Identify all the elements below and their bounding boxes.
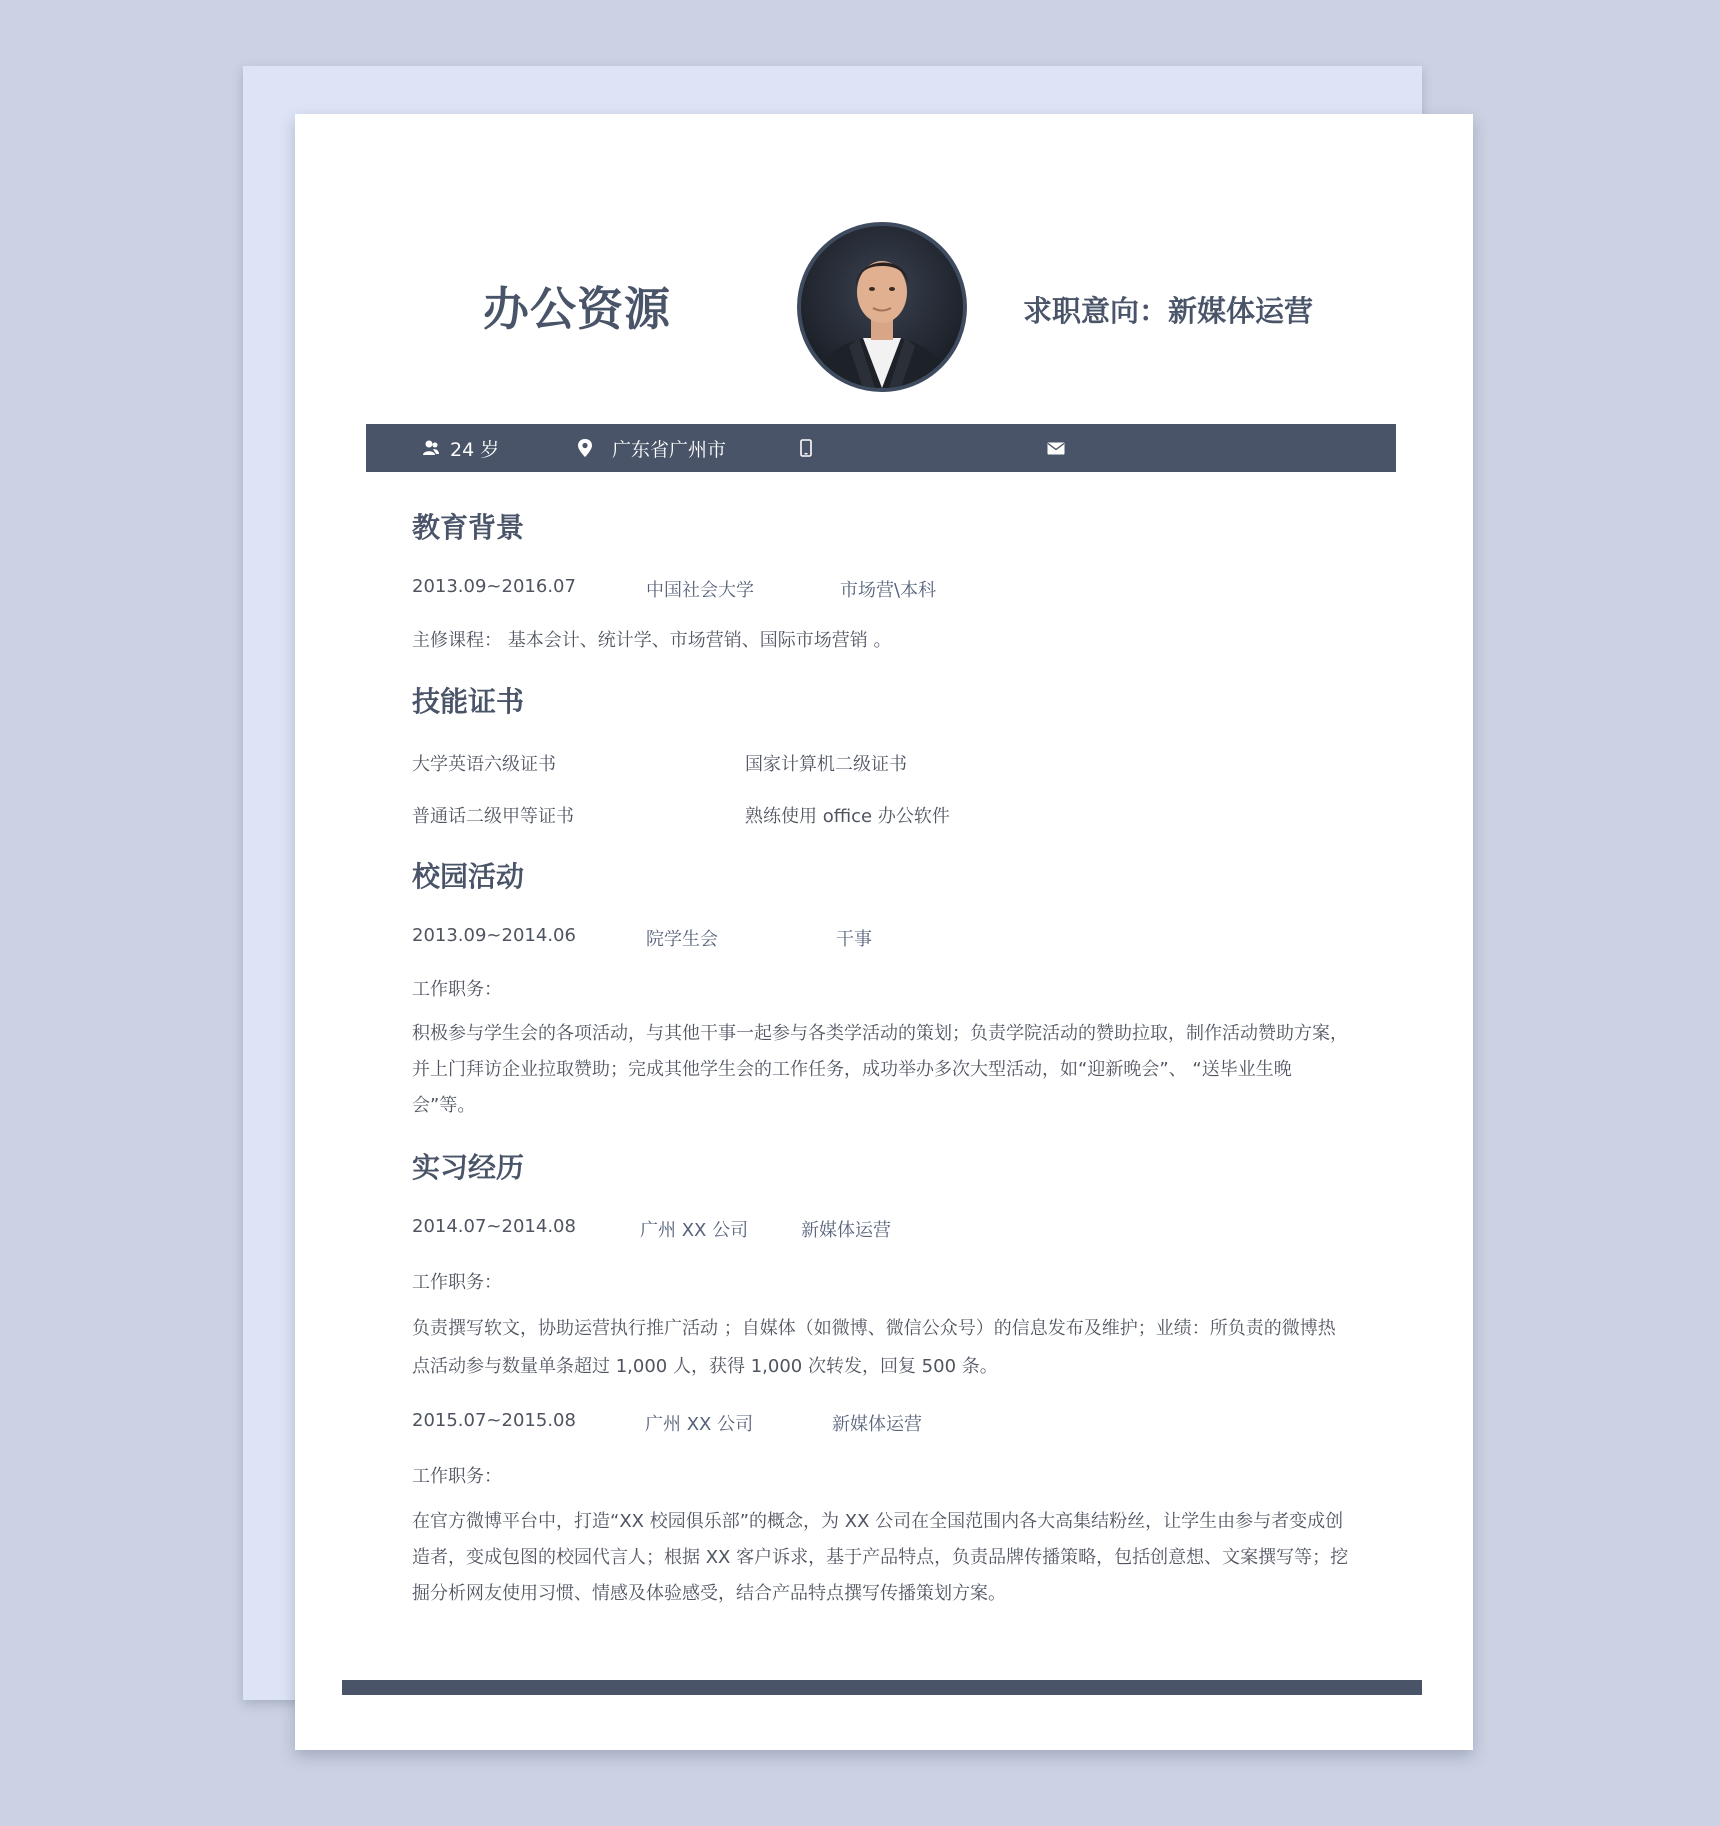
campus-role: 干事	[836, 929, 872, 950]
location-item	[576, 424, 726, 472]
campus-org: 院学生会	[646, 929, 718, 950]
internship-duty: 在官方微博平台中，打造“XX 校园俱乐部”的概念，为 XX 公司在全国范围内各大高集结粉丝，让学生由参与者变成创造者，变成包图的校园代言人；根据 XX 客户诉求，基于产品特点，负责品牌传播策略，包括创意想、文案撰写等；挖掘分析网友使用习惯、情感及体验感受，结合产品特点撰写传播策划方案。	[412, 1511, 1349, 1604]
mail-icon	[1047, 442, 1065, 455]
job-intent: 求职意向：新媒体运营	[1023, 294, 1314, 328]
contact-info-bar	[366, 424, 1396, 472]
education-school: 中国社会大学	[646, 580, 754, 601]
campus-date: 2013.09~2014.06	[412, 925, 576, 946]
internship-company: 广州 XX 公司	[640, 1220, 749, 1241]
skill-item: 普通话二级甲等证书	[412, 806, 574, 827]
campus-title: 校园活动	[412, 860, 525, 893]
internship-title: 实习经历	[412, 1151, 525, 1184]
footer-bar	[342, 1680, 1422, 1695]
candidate-name: 办公资源	[483, 282, 671, 336]
resume-page	[295, 114, 1473, 1750]
education-courses: 主修课程： 基本会计、统计学、市场营销、国际市场营销 。	[412, 630, 892, 651]
portrait-photo-icon	[801, 226, 963, 388]
location-text: 广东省广州市	[612, 438, 727, 461]
internship-role: 新媒体运营	[832, 1414, 922, 1435]
campus-duty: 积极参与学生会的各项活动，与其他干事一起参与各类学活动的策划；负责学院活动的赞助拉取，制作活动赞助方案，并上门拜访企业拉取赞助；完成其他学生会的工作任务，成功举办多次大型活动，如“迎新晚会”、 “送毕业生晚会”等。	[412, 1023, 1348, 1116]
skill-item: 熟练使用 office 办公软件	[745, 806, 950, 827]
profile-photo	[797, 222, 967, 392]
education-title: 教育背景	[412, 511, 525, 544]
internship-role: 新媒体运营	[801, 1220, 891, 1241]
phone-icon	[800, 439, 812, 457]
internship-date: 2014.07~2014.08	[412, 1216, 576, 1237]
internship-duty: 负责撰写软文，协助运营执行推广活动 ；自媒体（如微博、微信公众号）的信息发布及维护；业绩：所负责的微博热点活动参与数量单条超过 1,000 人，获得 1,000 次转发，回复 500 条。	[412, 1318, 1336, 1377]
skill-item: 国家计算机二级证书	[745, 754, 907, 775]
email-item	[1047, 424, 1075, 472]
user-icon	[422, 439, 440, 457]
internship-duty-label: 工作职务：	[412, 1272, 502, 1293]
age-item	[422, 424, 499, 472]
internship-company: 广州 XX 公司	[645, 1414, 754, 1435]
education-major: 市场营\本科	[840, 580, 937, 601]
campus-duty-label: 工作职务：	[412, 979, 502, 1000]
skill-item: 大学英语六级证书	[412, 754, 556, 775]
location-pin-icon	[576, 438, 594, 458]
education-date: 2013.09~2016.07	[412, 576, 576, 597]
internship-duty-label: 工作职务：	[412, 1466, 502, 1487]
age-text: 24 岁	[450, 438, 500, 461]
skills-title: 技能证书	[412, 685, 525, 718]
phone-item	[800, 424, 822, 472]
internship-date: 2015.07~2015.08	[412, 1410, 576, 1431]
